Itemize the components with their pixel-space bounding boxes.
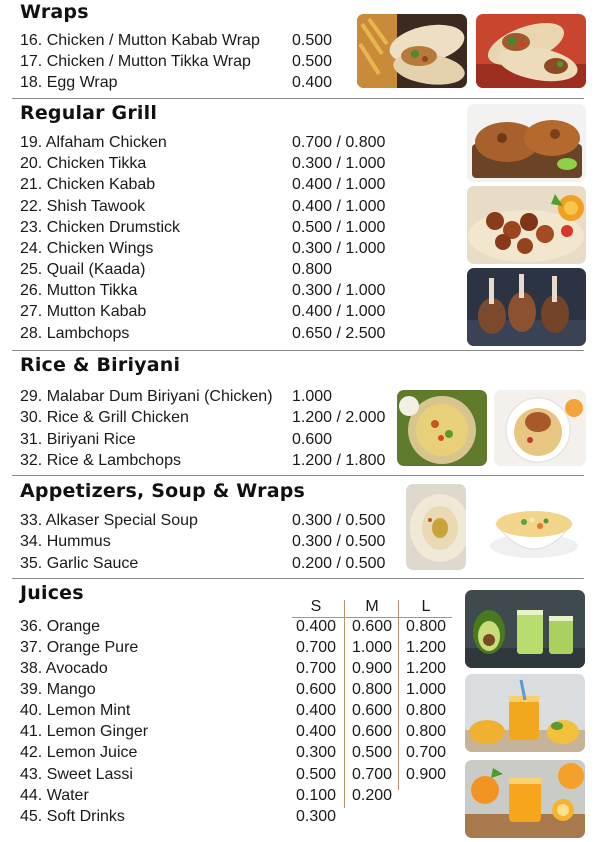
price-small: 0.400: [295, 618, 337, 635]
price-small: 0.300: [295, 808, 337, 825]
soup-photo: [484, 484, 586, 570]
menu-item-price: 0.800: [292, 261, 333, 278]
menu-item-name: 37. Orange Pure: [20, 639, 139, 656]
size-table-divider: [398, 600, 399, 790]
menu-item-price: 0.400 / 1.000: [292, 198, 386, 215]
price-small: 0.400: [295, 702, 337, 719]
menu-item-price: 0.300 / 1.000: [292, 155, 386, 172]
menu-item-price: 0.200 / 0.500: [292, 555, 386, 572]
price-small: 0.100: [295, 787, 337, 804]
price-medium: 0.800: [351, 681, 393, 698]
menu-item-name: 34. Hummus: [20, 533, 111, 550]
menu-item-price: 1.000: [292, 388, 333, 405]
menu-item-name: 17. Chicken / Mutton Tikka Wrap: [20, 53, 251, 70]
menu-item-price: 0.300 / 0.500: [292, 512, 386, 529]
price-large: 1.200: [405, 660, 447, 677]
menu-item-price: 1.200 / 1.800: [292, 452, 386, 469]
price-large: 1.000: [405, 681, 447, 698]
section-title-appetizers: Appetizers, Soup & Wraps: [20, 480, 306, 502]
menu-item-price: 0.650 / 2.500: [292, 325, 386, 342]
menu-item-name: 43. Sweet Lassi: [20, 766, 133, 783]
avocado-juice-photo: [465, 590, 585, 668]
price-small: 0.600: [295, 681, 337, 698]
menu-item-name: 39. Mango: [20, 681, 96, 698]
menu-item-price: 0.300 / 1.000: [292, 240, 386, 257]
menu-item-name: 33. Alkaser Special Soup: [20, 512, 198, 529]
menu-item-price: 0.400: [292, 74, 333, 91]
orange-juice-photo: [465, 760, 585, 838]
wrap-photo-2: [476, 14, 586, 88]
menu-item-name: 40. Lemon Mint: [20, 702, 131, 719]
price-large: 0.700: [405, 744, 447, 761]
menu-item-name: 29. Malabar Dum Biriyani (Chicken): [20, 388, 273, 405]
menu-item-name: 31. Biriyani Rice: [20, 431, 136, 448]
size-header-s: S: [310, 598, 322, 615]
menu-item-name: 38. Avocado: [20, 660, 108, 677]
menu-item-name: 30. Rice & Grill Chicken: [20, 409, 189, 426]
grill-kabab-photo: [467, 186, 586, 264]
price-small: 0.700: [295, 660, 337, 677]
price-medium: 0.700: [351, 766, 393, 783]
price-small: 0.400: [295, 723, 337, 740]
alfaham-chicken-photo: [467, 104, 586, 182]
menu-item-name: 42. Lemon Juice: [20, 744, 138, 761]
price-medium: 0.900: [351, 660, 393, 677]
section-title-grill: Regular Grill: [20, 102, 158, 124]
menu-item-price: 0.300 / 1.000: [292, 282, 386, 299]
menu-item-price: 0.700 / 0.800: [292, 134, 386, 151]
menu-item-price: 0.500: [292, 32, 333, 49]
menu-item-name: 23. Chicken Drumstick: [20, 219, 181, 236]
price-small: 0.500: [295, 766, 337, 783]
menu-item-name: 25. Quail (Kaada): [20, 261, 146, 278]
menu-item-name: 32. Rice & Lambchops: [20, 452, 181, 469]
section-title-juices: Juices: [20, 582, 84, 604]
menu-item-name: 44. Water: [20, 787, 89, 804]
price-large: 0.800: [405, 702, 447, 719]
menu-item-name: 45. Soft Drinks: [20, 808, 125, 825]
lambchops-photo: [467, 268, 586, 346]
hummus-photo: [406, 484, 466, 570]
price-medium: 0.600: [351, 723, 393, 740]
section-title-rice: Rice & Biriyani: [20, 354, 181, 376]
price-large: 0.800: [405, 723, 447, 740]
price-large: 1.200: [405, 639, 447, 656]
menu-item-price: 0.500: [292, 53, 333, 70]
menu-item-price: 0.400 / 1.000: [292, 303, 386, 320]
size-header-l: L: [421, 598, 431, 615]
section-title-wraps: Wraps: [20, 1, 89, 23]
price-medium: 0.600: [351, 702, 393, 719]
size-table-divider: [344, 600, 345, 808]
wrap-photo-1: [357, 14, 467, 88]
mango-juice-photo: [465, 674, 585, 752]
price-medium: 0.600: [351, 618, 393, 635]
menu-item-name: 36. Orange: [20, 618, 101, 635]
biriyani-photo-1: [397, 390, 487, 466]
menu-item-price: 0.300 / 0.500: [292, 533, 386, 550]
menu-item-name: 28. Lambchops: [20, 325, 130, 342]
section-divider: [12, 98, 584, 99]
price-medium: 0.200: [351, 787, 393, 804]
menu-item-name: 26. Mutton Tikka: [20, 282, 138, 299]
menu-item-price: 0.600: [292, 431, 333, 448]
price-small: 0.700: [295, 639, 337, 656]
section-divider: [12, 578, 584, 579]
price-large: 0.800: [405, 618, 447, 635]
menu-item-name: 18. Egg Wrap: [20, 74, 118, 91]
section-divider: [12, 475, 584, 476]
menu-item-name: 24. Chicken Wings: [20, 240, 154, 257]
menu-item-name: 35. Garlic Sauce: [20, 555, 139, 572]
price-small: 0.300: [295, 744, 337, 761]
section-divider: [12, 350, 584, 351]
menu-item-price: 1.200 / 2.000: [292, 409, 386, 426]
biriyani-photo-2: [494, 390, 586, 466]
menu-item-name: 22. Shish Tawook: [20, 198, 146, 215]
menu-item-name: 27. Mutton Kabab: [20, 303, 147, 320]
size-header-m: M: [365, 598, 379, 615]
menu-item-name: 16. Chicken / Mutton Kabab Wrap: [20, 32, 260, 49]
menu-item-name: 41. Lemon Ginger: [20, 723, 149, 740]
price-medium: 1.000: [351, 639, 393, 656]
menu-item-name: 19. Alfaham Chicken: [20, 134, 167, 151]
price-medium: 0.500: [351, 744, 393, 761]
menu-item-price: 0.500 / 1.000: [292, 219, 386, 236]
menu-item-name: 20. Chicken Tikka: [20, 155, 147, 172]
price-large: 0.900: [405, 766, 447, 783]
menu-item-name: 21. Chicken Kabab: [20, 176, 156, 193]
menu-item-price: 0.400 / 1.000: [292, 176, 386, 193]
